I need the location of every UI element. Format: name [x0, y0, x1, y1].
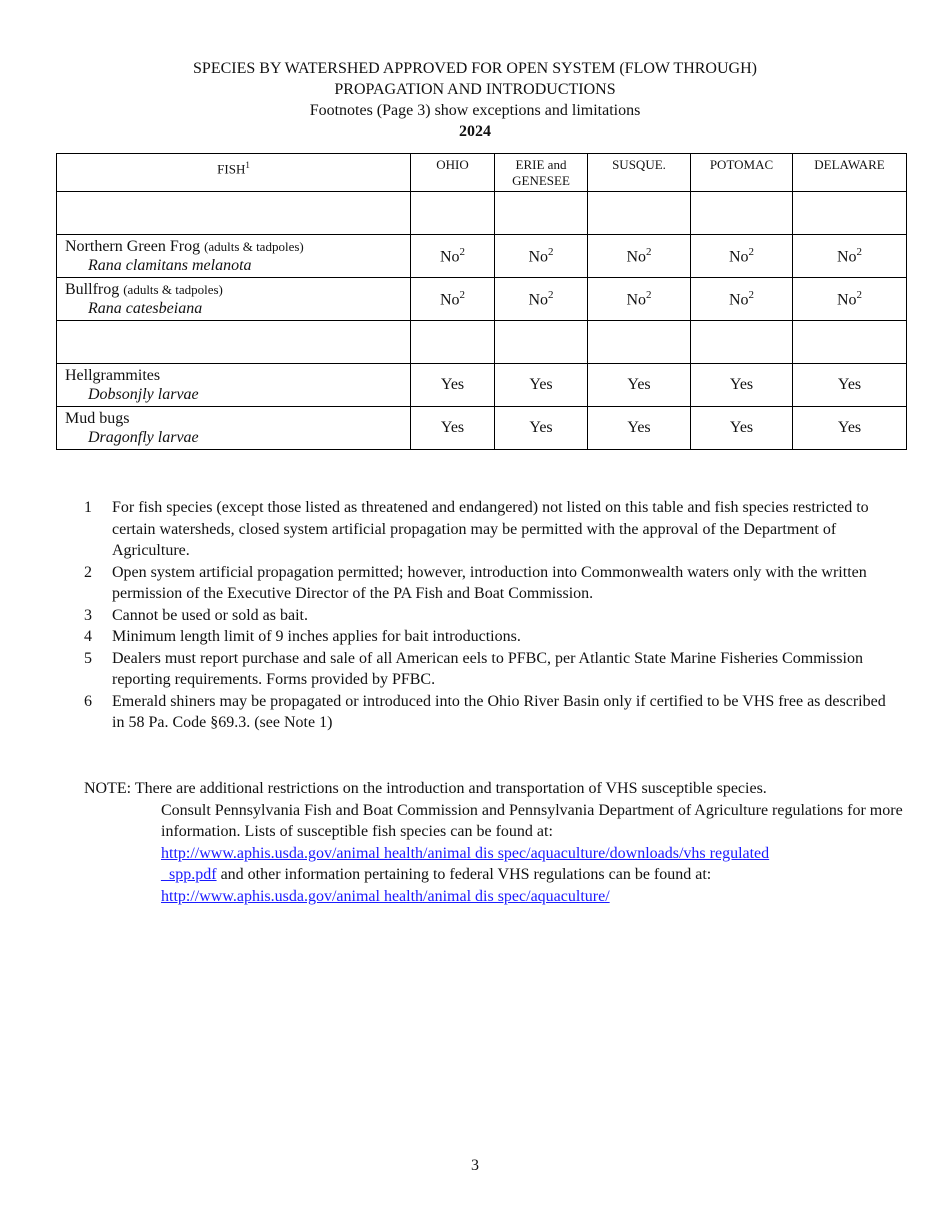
delaware-cell: No$^2$: [793, 278, 907, 321]
header-year: 2024: [459, 123, 491, 140]
col-header-erie-genesee: ERIE and GENESEE: [495, 154, 588, 192]
header-title-line1: SPECIES BY WATERSHED APPROVED FOR OPEN SYSTEM (FLOW THROUGH): [193, 60, 757, 77]
footnote-item: 4 Minimum length limit of 9 inches applies for bait introductions.: [84, 628, 521, 645]
susque-cell: Yes: [588, 364, 691, 407]
header-footnote-hint: Footnotes (Page 3) show exceptions and limitations: [309, 102, 641, 119]
col-header-potomac: POTOMAC: [691, 154, 793, 192]
footnote-item: 5 Dealers must report purchase and sale of all American eels to PFBC, per Atlantic State Marine Fisheries Commission reporting requirements. Forms provided by PFBC.: [84, 649, 863, 688]
susque-cell: No$^2$: [588, 235, 691, 278]
footnote-item: 1 For fish species (except those listed as threatened and endangered) not listed on this table and fish species restricted to certain watersheds, closed system artificial propagation may be permitted with the approval of the Department of Agriculture.: [84, 499, 869, 559]
vhs-regulated-species-link[interactable]: http://www.aphis.usda.gov/animal health/animal dis spec/aquaculture/downloads/vhs regulated _spp.pdf: [161, 844, 770, 883]
col-header-fish: FISH$^1$: [57, 154, 411, 192]
page-header: [0, 58, 950, 142]
delaware-cell: Yes: [793, 407, 907, 450]
ohio-cell: Yes: [411, 364, 495, 407]
vhs-note: [84, 778, 904, 907]
potomac-cell: Yes: [691, 407, 793, 450]
vhs-note-first-line: NOTE: There are additional restrictions on the introduction and transportation of VHS susceptible species.: [84, 780, 767, 797]
potomac-cell: No$^2$: [691, 235, 793, 278]
species-name-cell: Northern Green Frog (adults & tadpoles) Rana clamitans melanota: [57, 235, 411, 278]
table-header-row: [57, 154, 907, 192]
ohio-cell: Yes: [411, 407, 495, 450]
footnotes-list: [84, 497, 894, 734]
table-row: [57, 364, 907, 407]
header-title-line2: PROPAGATION AND INTRODUCTIONS: [334, 81, 616, 98]
ohio-cell: No$^2$: [411, 278, 495, 321]
table-spacer-row: [57, 321, 907, 364]
species-table: [56, 153, 907, 450]
table-row: [57, 278, 907, 321]
species-name-cell: Hellgrammites Dobsonjly larvae: [57, 364, 411, 407]
erie-cell: No$^2$: [495, 235, 588, 278]
page-number: 3: [471, 1157, 479, 1174]
footnote-item: 3 Cannot be used or sold as bait.: [84, 606, 308, 624]
potomac-cell: No$^2$: [691, 278, 793, 321]
erie-cell: No$^2$: [495, 278, 588, 321]
species-name-cell: Bullfrog (adults & tadpoles) Rana catesbeiana: [57, 278, 411, 321]
col-header-delaware: DELAWARE: [793, 154, 907, 192]
table-spacer-row: [57, 192, 907, 235]
aquaculture-info-link[interactable]: http://www.aphis.usda.gov/animal health/animal dis spec/aquaculture/: [161, 887, 610, 905]
table-row: [57, 407, 907, 450]
footnote-item: 2 Open system artificial propagation permitted; however, introduction into Commonwealth waters only with the written permission of the Executive Director of the PA Fish and Boat Commission.: [84, 563, 867, 602]
susque-cell: No$^2$: [588, 278, 691, 321]
col-header-ohio: OHIO: [411, 154, 495, 192]
footnote-item: 6 Emerald shiners may be propagated or introduced into the Ohio River Basin only if certified to be VHS free as described in 58 Pa. Code §69.3. (see Note 1): [84, 692, 886, 731]
erie-cell: Yes: [495, 407, 588, 450]
ohio-cell: No$^2$: [411, 235, 495, 278]
delaware-cell: Yes: [793, 364, 907, 407]
erie-cell: Yes: [495, 364, 588, 407]
susque-cell: Yes: [588, 407, 691, 450]
col-header-susque: SUSQUE.: [588, 154, 691, 192]
delaware-cell: No$^2$: [793, 235, 907, 278]
potomac-cell: Yes: [691, 364, 793, 407]
table-row: [57, 235, 907, 278]
vhs-note-body: Consult Pennsylvania Fish and Boat Commission and Pennsylvania Department of Agriculture regulations for more information. Lists of susceptible fish species can be found at: http://www.aphis.usda.gov/animal health/animal dis spec/aquaculture/downloads/vhs regulated _spp.pdf and other information pertaining to federal VHS regulations can be found at: http://www.aphis.usda.gov/animal health/animal dis spec/aquaculture/: [161, 801, 903, 905]
species-name-cell: Mud bugs Dragonfly larvae: [57, 407, 411, 450]
